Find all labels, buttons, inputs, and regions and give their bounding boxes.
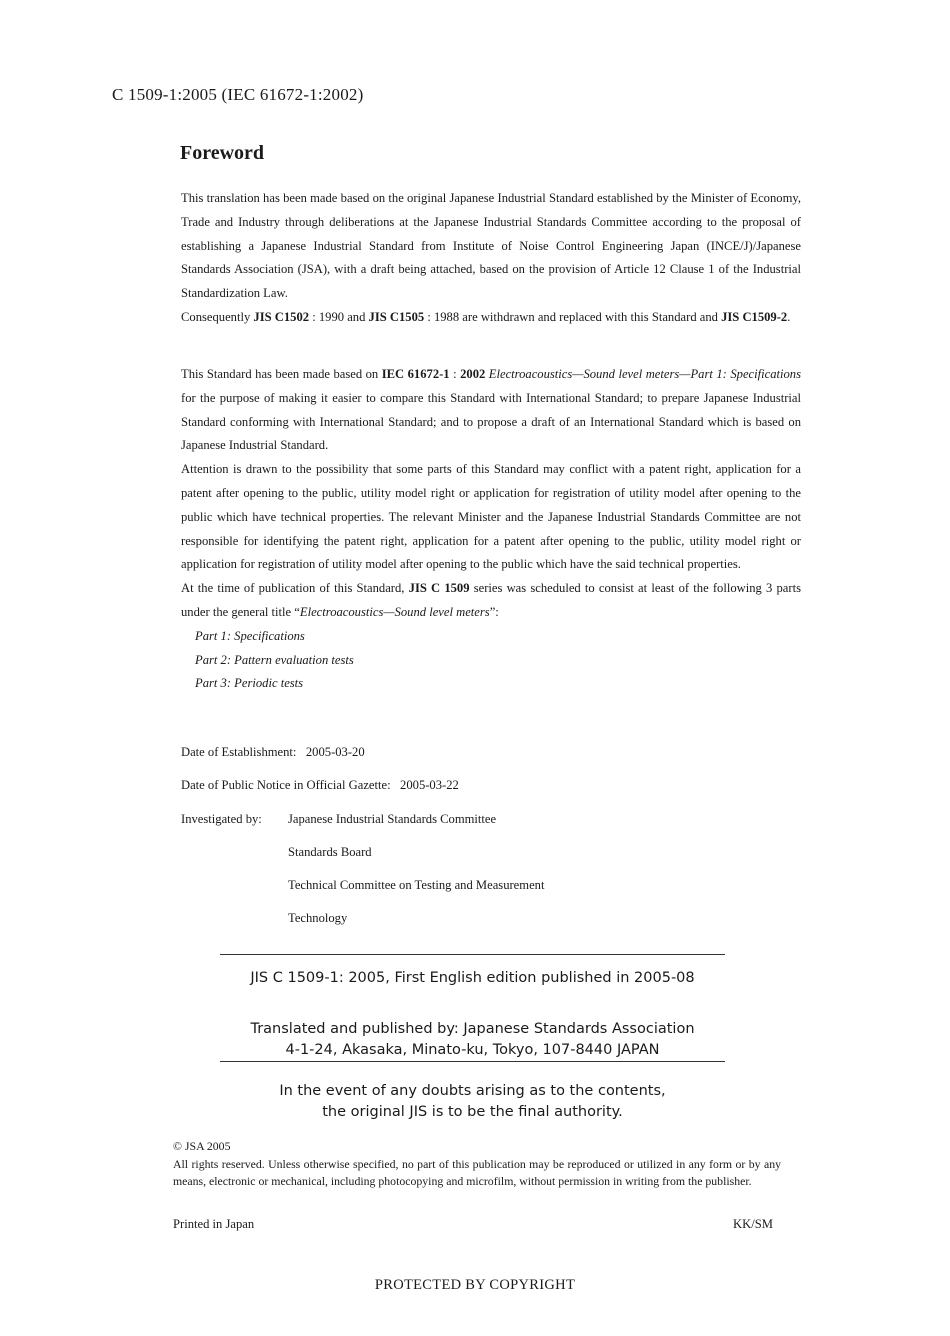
part-item: Part 2: Pattern evaluation tests (195, 652, 354, 667)
series-text-2: series was scheduled to consist at least of the following 3 parts under the general title “ (181, 581, 801, 619)
std-ref-c1505: JIS C1505 (368, 309, 425, 324)
edition-line: JIS C 1509-1: 2005, First English edition published in 2005-08 (250, 970, 695, 986)
std-ref-c1502: JIS C1502 (253, 309, 310, 324)
establishment-date: 2005-03-20 (305, 745, 365, 759)
series-text-1: At the time of publication of this Standard, (181, 581, 409, 596)
establishment-label: Date of Establishment: (181, 745, 297, 759)
part-item: Part 3: Periodic tests (195, 676, 304, 691)
iec-title: Electroacoustics—Sound level meters—Part 1: Specifications (488, 367, 802, 381)
series-text-3: ”: (489, 604, 499, 619)
investigator-item: Technical Committee on Testing and Measurement (288, 878, 545, 892)
rights-statement: All rights reserved. Unless otherwise specified, no part of this publication may be reproduced or utilized in any form or by any means, electronic or mechanical, including photocopying and microfilm, without permission in writing from the publisher. (173, 1156, 781, 1188)
withdrawn-text-1: Consequently (181, 309, 254, 324)
withdrawn-text-3: : 1988 are withdrawn and replaced with this Standard and (424, 309, 722, 324)
publisher-address: 4-1-24, Akasaka, Minato-ku, Tokyo, 107-8440 JAPAN (285, 1042, 660, 1058)
printed-in: Printed in Japan (173, 1217, 255, 1231)
std-ref-year: 2002 (460, 367, 486, 381)
series-title: Electroacoustics—Sound level meters (299, 604, 490, 619)
std-ref-series: JIS C 1509 (408, 581, 470, 596)
patent-attention: Attention is drawn to the possibility that some parts of this Standard may conflict with a patent right, application for a patent after opening to the public, utility model right or application for registration of utility model after opening to the public which have technical properties. The relevant Minister and the Japanese Industrial Standards Committee are not responsible for identifying the patent right, application for a patent after opening to the public, utility model right or application for registration of utility model after opening to the public which have the said technical properties. (181, 462, 801, 572)
publisher-line: Translated and published by: Japanese Standards Association (250, 1021, 695, 1037)
investigator-item: Standards Board (288, 845, 372, 859)
basis-text-1: This Standard has been made based on (181, 367, 382, 381)
legal-block (173, 1138, 781, 1191)
copyright-footer: PROTECTED BY COPYRIGHT (374, 1277, 576, 1293)
notice-label: Date of Public Notice in Official Gazette: (181, 778, 391, 792)
section-title: Foreword (180, 142, 265, 164)
establishment-row (181, 745, 365, 760)
translation-text: This translation has been made based on the original Japanese Industrial Standard established by the Minister of Economy, Trade and Industry through deliberations at the Japanese Industrial Standards Committee according to the proposal of establishing a Japanese Industrial Standard from Institute of Noise Control Engineering Japan (INCE/J)/Japanese Standards Association (JSA), with a draft being attached, based on the provision of Article 12 Clause 1 of the Industrial Standardization Law. (181, 191, 801, 301)
investigated-label: Investigated by: (181, 812, 262, 826)
copyright-line: © JSA 2005 (173, 1139, 231, 1153)
std-ref-iec: IEC 61672-1 (381, 367, 450, 381)
withdrawn-text-2: : 1990 and (309, 309, 369, 324)
std-ref-c1509-2: JIS C1509-2 (721, 309, 788, 324)
divider-top (220, 954, 725, 955)
authority-line-1: In the event of any doubts arising as to the contents, (279, 1083, 666, 1099)
divider-bottom (220, 1061, 725, 1062)
part-item: Part 1: Specifications (195, 628, 305, 643)
dates-block (181, 0, 881, 1336)
basis-text-4: for the purpose of making it easier to compare this Standard with International Standard; to prepare Japanese Industrial Standard conforming with International Standard; and to propose a draft of an International Standard which is based on Japanese Industrial Standard. (181, 390, 801, 453)
printer-code: KK/SM (733, 1217, 773, 1231)
withdrawn-text-4: . (787, 309, 791, 324)
authority-line-2: the original JIS is to be the final authority. (322, 1104, 623, 1120)
document-id: C 1509-1:2005 (IEC 61672-1:2002) (112, 85, 364, 104)
basis-text-2: : (449, 367, 461, 381)
investigator-item: Japanese Industrial Standards Committee (288, 812, 497, 826)
notice-row (181, 778, 459, 793)
notice-date: 2005-03-22 (400, 778, 459, 792)
investigator-item: Technology (288, 911, 348, 925)
